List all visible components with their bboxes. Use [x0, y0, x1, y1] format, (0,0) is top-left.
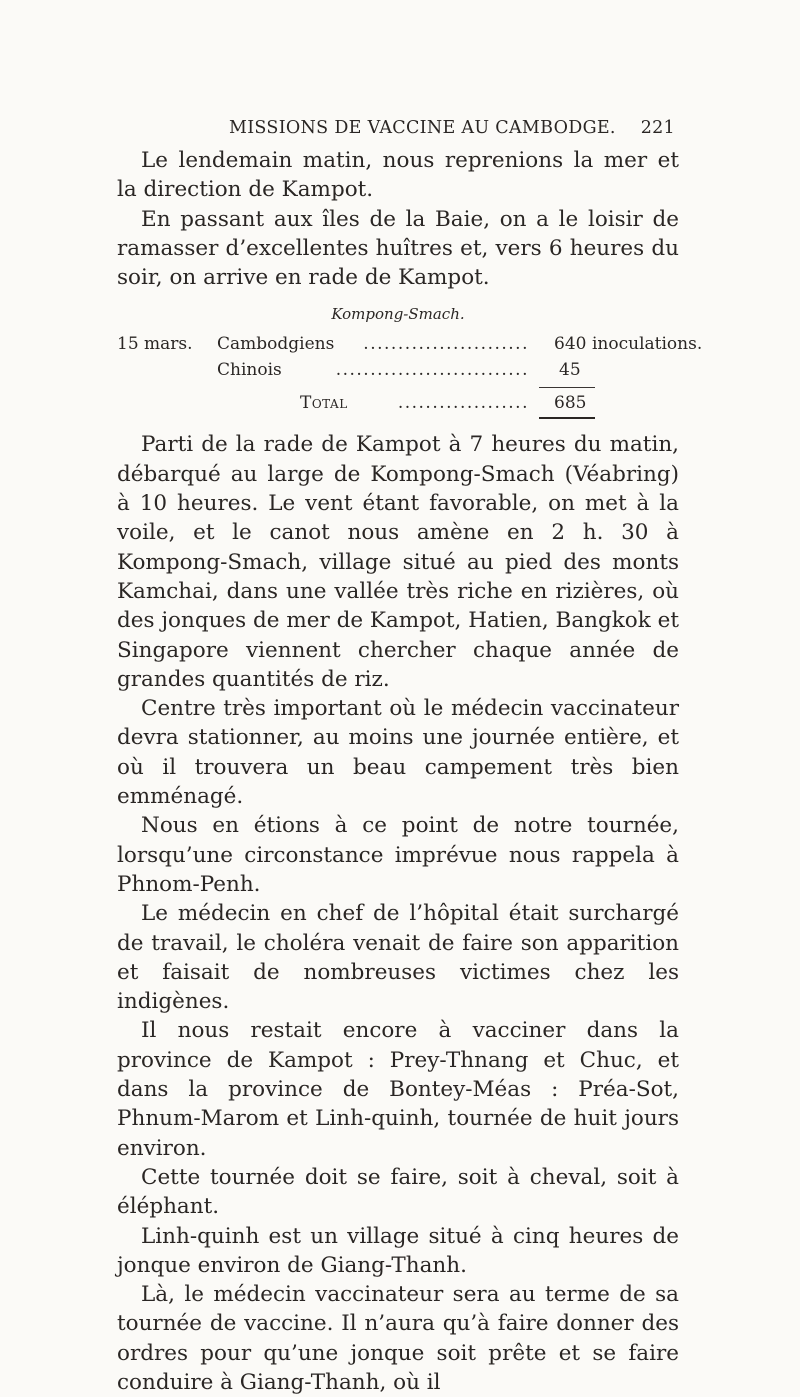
- paragraph: En passant aux îles de la Baie, on a le loisir de ramasser d’excellentes huîtres et, vers 6 heures du soir, on arrive en rade de Kampot.: [117, 206, 679, 291]
- running-head: [117, 114, 679, 144]
- paragraph: Il nous restait encore à vacciner dans la province de Kampot : Prey-Thnang et Chuc, et dans la province de Bontey-Méas : Préa-Sot, Phnum-Marom et Linh-quinh, tournée de huit jours environ.: [117, 1018, 679, 1161]
- paragraph: Nous en étions à ce point de notre tournée, lorsqu’une circonstance imprévue nous rappela à Phnom-Penh.: [117, 813, 679, 897]
- leader-dots: ........................: [363, 334, 529, 355]
- tally-value: 45: [559, 360, 581, 381]
- paragraph: Cette tournée doit se faire, soit à cheval, soit à éléphant.: [117, 1164, 679, 1220]
- page-number: 221: [640, 118, 675, 138]
- running-title: MISSIONS DE VACCINE AU CAMBODGE.: [229, 118, 616, 138]
- tally-label: Chinois: [217, 360, 282, 381]
- total-label: Total: [300, 393, 348, 414]
- paragraph: Parti de la rade de Kampot à 7 heures du matin, débarqué au large de Kompong-Smach (Véabring) à 10 heures. Le vent étant favorable, on met à la voile, et le canot nous amène en 2 h. 30 à Kompong-Smach, village situé au pied des monts Kamchai, dans une vallée très riche en rizières, où des jonques de mer de Kampot, Hatien, Bangkok et Singapore viennent chercher chaque année de grandes quantités de riz.: [117, 432, 679, 692]
- paragraph: Le lendemain matin, nous reprenions la mer et la direction de Kampot.: [117, 148, 679, 203]
- paragraph: Là, le médecin vaccinateur sera au terme de sa tournée de vaccine. Il n’aura qu’à faire donner des ordres pour qu’une jonque soit prête et se faire conduire à Giang-Thanh, où il: [117, 1282, 679, 1395]
- paragraph: Centre très important où le médecin vaccinateur devra stationner, au moins une journée entière, et où il trouvera un beau campement très bien emménagé.: [117, 696, 679, 810]
- paragraph: Le médecin en chef de l’hôpital était surchargé de travail, le choléra venait de faire son apparition et faisait de nombreuses victimes chez les indigènes.: [117, 901, 679, 1015]
- tally-date: 15 mars.: [117, 334, 193, 355]
- leader-dots: ...................: [397, 393, 529, 414]
- tally-value: 640: [554, 334, 587, 355]
- leader-dots: ............................: [335, 360, 529, 381]
- tally-row: [117, 358, 679, 382]
- tally-row: [117, 332, 703, 356]
- total-rule: [539, 417, 595, 419]
- tally-unit: inoculations.: [592, 334, 703, 355]
- page-body: [117, 146, 703, 1397]
- tally-place: Kompong-Smach.: [331, 305, 465, 324]
- tally-label: Cambodgiens: [217, 334, 335, 355]
- sum-rule: [539, 387, 595, 388]
- tally-total-row: [117, 391, 679, 415]
- paragraph: Linh-quinh est un village situé à cinq heures de jonque environ de Giang-Thanh.: [117, 1223, 679, 1278]
- vaccination-tally: [117, 332, 703, 414]
- total-value: 685: [554, 393, 587, 414]
